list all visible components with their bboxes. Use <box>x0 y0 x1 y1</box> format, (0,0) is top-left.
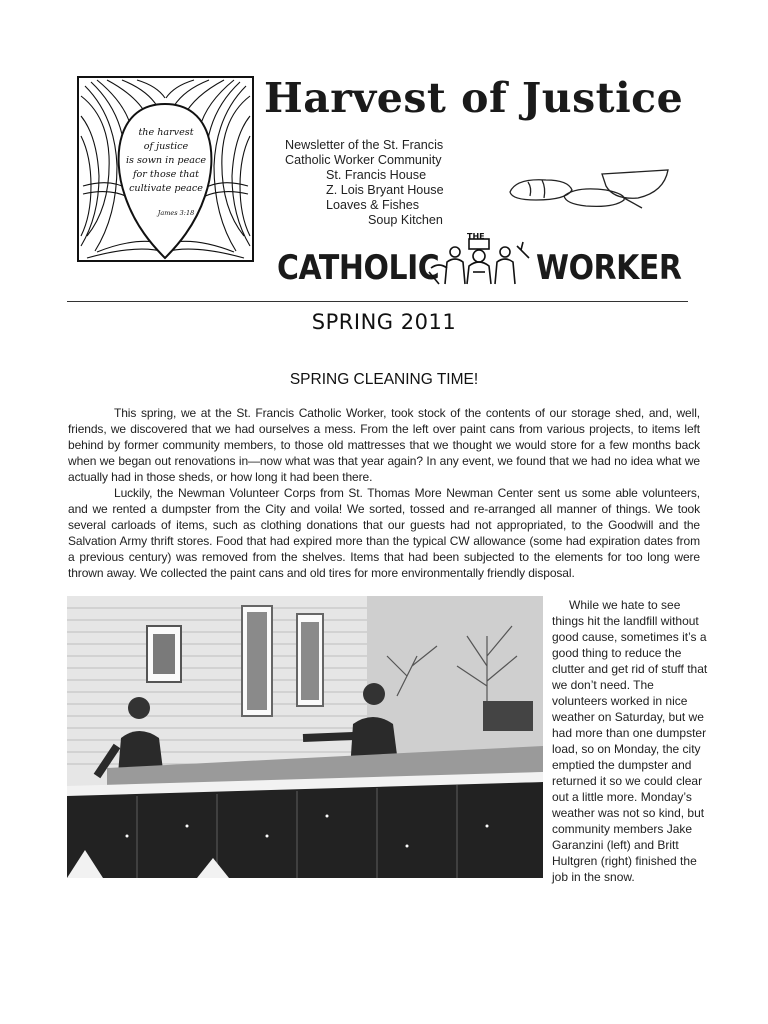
catholic-worker-figures-icon <box>425 238 535 286</box>
woodcut-verse-line: the harvest <box>138 127 194 138</box>
catholic-worker-logo-left: CATHOLIC <box>277 248 440 288</box>
loaves-and-bowl-icon <box>506 162 674 212</box>
subtitle-line: Loaves & Fishes <box>326 198 420 212</box>
article-paragraph: This spring, we at the St. Francis Catholic Worker, took stock of the contents of our storage shed, and, well, friends, we discovered that we had ourselves a mess. From the left over paint cans from various projects, to items left behind by former community members, to those old mattresses that we thought we would store for a few months back when we began out renovations in—now what was that year again? In any event, we found that we had no idea what we actually had in those sheds, or how long it had been there. <box>68 406 700 484</box>
woodcut-verse <box>120 126 212 196</box>
woodcut-verse-line: cultivate peace <box>129 183 203 194</box>
woodcut-verse-line: is sown in peace <box>125 155 207 166</box>
subtitle-line: St. Francis House <box>326 168 427 182</box>
woodcut-citation: James 3:18 <box>157 209 195 217</box>
article-paragraph: Luckily, the Newman Volunteer Corps from St. Thomas More Newman Center sent us some able volunteers, and we rented a dumpster from the City and voila! We sorted, tossed and re-arranged all manner of things. We took several carloads of items, such as clothing donations that our guests had not appropriated, to the Goodwill and the Salvation Army thrift stores. Food that had expired more than the typical CW allowance (some had expiration dates from a previous century) was removed from the shelves. Items that had been subjected to the elements for too long were thrown away. We collected the paint cans and old tires for more environmentally friendly disposal. <box>68 486 700 580</box>
subtitle-line: Soup Kitchen <box>368 213 443 227</box>
photo-caption-text: While we hate to see things hit the landfill without good cause, sometimes it’s a good thing to reduce the clutter and get rid of stuff that we don’t need. The volunteers worked in nice weather on Saturday, but we had more than one dumpster load, so on Monday, the city emptied the dumpster and returned it so we could clear out a little more. Monday’s weather was not so kind, but community members Jake Garanzini (left) and Britt Hultgren (right) finished the job in the snow. <box>552 598 708 884</box>
photo-caption <box>552 597 712 885</box>
article-headline: SPRING CLEANING TIME! <box>289 371 479 388</box>
subtitle-line: Z. Lois Bryant House <box>326 183 444 197</box>
newsletter-title: Harvest of Justice <box>264 74 684 122</box>
newsletter-subtitle <box>285 138 444 228</box>
subtitle-line: Catholic Worker Community <box>285 153 442 167</box>
dumpster-snow-photo <box>67 596 543 878</box>
issue-date: SPRING 2011 <box>311 310 457 334</box>
woodcut-verse-line: of justice <box>143 141 189 152</box>
catholic-worker-logo-the: THE <box>467 232 485 241</box>
masthead-divider <box>67 301 688 302</box>
woodcut-verse-line: for those that <box>132 169 200 180</box>
subtitle-line: Newsletter of the St. Francis <box>285 138 444 152</box>
article-body <box>68 405 700 581</box>
catholic-worker-logo-right: WORKER <box>536 248 682 288</box>
